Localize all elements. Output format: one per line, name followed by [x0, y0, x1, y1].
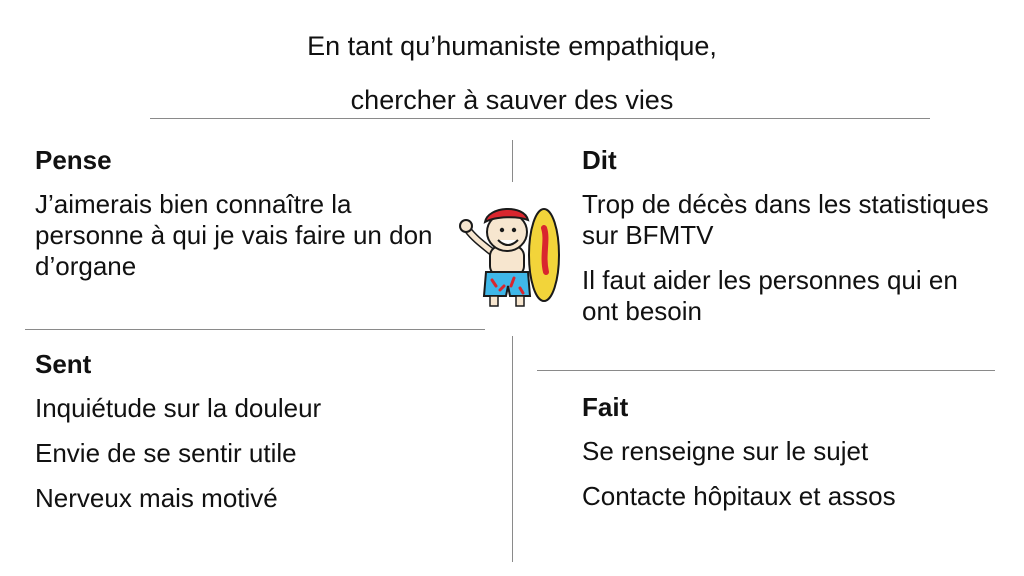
- quadrant-fait: [582, 392, 1002, 526]
- quadrant-sent: [35, 349, 475, 528]
- quadrant-title: Fait: [582, 392, 629, 422]
- waving-hand: [460, 220, 472, 232]
- surfer-character-icon: [452, 200, 572, 310]
- header-line-1: En tant qu’humaniste empathique,: [307, 31, 717, 61]
- quadrant-dit: [582, 145, 992, 341]
- surfboard-stripe: [544, 228, 546, 272]
- quadrant-item: Se renseigne sur le sujet: [582, 436, 869, 466]
- quadrant-title: Pense: [35, 145, 112, 175]
- quadrant-item: Il faut aider les personnes qui en ont besoin: [582, 265, 958, 326]
- quadrant-title: Sent: [35, 349, 92, 379]
- quadrant-item: Contacte hôpitaux et assos: [582, 481, 896, 511]
- quadrant-item: Envie de se sentir utile: [35, 438, 297, 468]
- left-divider: [25, 329, 485, 330]
- quadrant-item: J’aimerais bien connaître la personne à qui je vais faire un don d’organe: [35, 189, 433, 281]
- header-line-2: chercher à sauver des vies: [350, 85, 674, 115]
- quadrant-item: Inquiétude sur la douleur: [35, 393, 322, 423]
- quadrant-pense: [35, 145, 435, 296]
- quadrant-item: Nerveux mais motivé: [35, 483, 278, 513]
- center-divider-top: [512, 140, 513, 182]
- right-divider: [537, 370, 995, 371]
- header-divider: [150, 118, 930, 119]
- center-divider-bottom: [512, 336, 513, 562]
- quadrant-item: Trop de décès dans les statistiques sur BFMTV: [582, 189, 989, 250]
- quadrant-title: Dit: [582, 145, 617, 175]
